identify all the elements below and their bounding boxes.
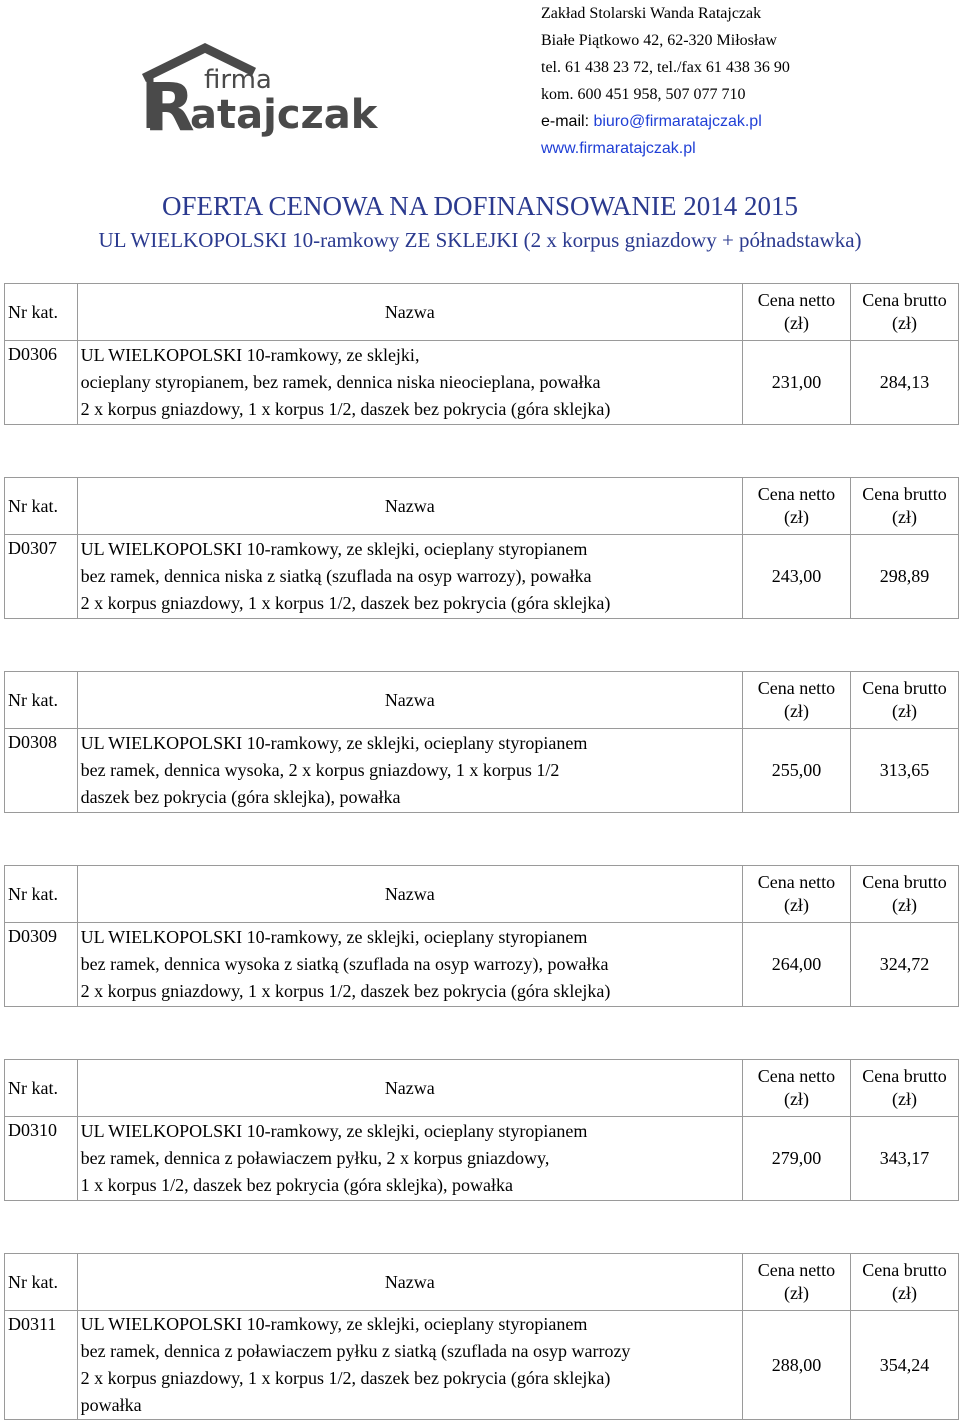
header-net: Cena netto (zł) xyxy=(742,478,850,535)
website-link[interactable]: www.firmaratajczak.pl xyxy=(541,140,696,157)
header-gross: Cena brutto (zł) xyxy=(850,284,958,341)
table-row xyxy=(5,1311,959,1420)
product-code: D0307 xyxy=(5,535,78,619)
product-table xyxy=(4,1059,959,1201)
logo-small-text: firma xyxy=(204,65,272,95)
product-description: UL WIELKOPOLSKI 10-ramkowy, ze sklejki, ocieplany styropianem bez ramek, dennica wysoka z siatką (szuflada na osyp warrozy), powałka 2 x korpus gniazdowy, 1 x korpus 1/2, daszek bez pokrycia (góra sklejka) xyxy=(77,923,742,1007)
header-net: Cena netto (zł) xyxy=(742,1254,850,1311)
company-address: Białe Piątkowo 42, 62-320 Miłosław xyxy=(541,32,777,49)
company-mobile: kom. 600 451 958, 507 077 710 xyxy=(541,86,746,103)
company-phone: tel. 61 438 23 72, tel./fax 61 438 36 90 xyxy=(541,59,790,76)
header-gross: Cena brutto (zł) xyxy=(850,478,958,535)
price-gross: 313,65 xyxy=(850,729,958,813)
header-name: Nazwa xyxy=(77,478,742,535)
product-table xyxy=(4,865,959,1007)
table-row xyxy=(5,1117,959,1201)
price-net: 231,00 xyxy=(742,341,850,425)
header-net: Cena netto (zł) xyxy=(742,1060,850,1117)
product-code: D0311 xyxy=(5,1311,78,1420)
logo-initial: R xyxy=(144,69,195,146)
price-gross: 354,24 xyxy=(850,1311,958,1420)
email-link[interactable]: biuro@firmaratajczak.pl xyxy=(593,113,762,130)
product-description: UL WIELKOPOLSKI 10-ramkowy, ze sklejki, ocieplany styropianem bez ramek, dennica wysoka, 2 x korpus gniazdowy, 1 x korpus 1/2 daszek bez pokrycia (góra sklejka), powałka xyxy=(77,729,742,813)
company-logo xyxy=(130,40,378,146)
company-contact xyxy=(541,0,790,162)
header-gross: Cena brutto (zł) xyxy=(850,1254,958,1311)
header-gross: Cena brutto (zł) xyxy=(850,866,958,923)
header-name: Nazwa xyxy=(77,284,742,341)
table-row xyxy=(5,729,959,813)
logo-house-icon xyxy=(130,40,378,146)
price-gross: 298,89 xyxy=(850,535,958,619)
email-label: e-mail: xyxy=(541,113,594,130)
company-name: Zakład Stolarski Wanda Ratajczak xyxy=(541,5,762,22)
header-nr: Nr kat. xyxy=(5,672,78,729)
offer-subtitle: UL WIELKOPOLSKI 10-ramkowy ZE SKLEJKI (2 x korpus gniazdowy + półnadstawka) xyxy=(98,228,862,252)
price-gross: 343,17 xyxy=(850,1117,958,1201)
logo-large-text: atajczak xyxy=(190,92,378,138)
product-description: UL WIELKOPOLSKI 10-ramkowy, ze sklejki, ocieplany styropianem, bez ramek, dennica niska nieocieplana, powałka 2 x korpus gniazdowy, 1 x korpus 1/2, daszek bez pokrycia (góra sklejka) xyxy=(77,341,742,425)
header-nr: Nr kat. xyxy=(5,866,78,923)
product-table xyxy=(4,283,959,425)
company-email-line xyxy=(541,108,790,135)
price-gross: 324,72 xyxy=(850,923,958,1007)
header-name: Nazwa xyxy=(77,866,742,923)
price-net: 264,00 xyxy=(742,923,850,1007)
header-name: Nazwa xyxy=(77,1060,742,1117)
price-net: 243,00 xyxy=(742,535,850,619)
product-code: D0308 xyxy=(5,729,78,813)
product-description: UL WIELKOPOLSKI 10-ramkowy, ze sklejki, ocieplany styropianem bez ramek, dennica niska z siatką (szuflada na osyp warrozy), powałka 2 x korpus gniazdowy, 1 x korpus 1/2, daszek bez pokrycia (góra sklejka) xyxy=(77,535,742,619)
header-gross: Cena brutto (zł) xyxy=(850,672,958,729)
product-table xyxy=(4,671,959,813)
product-description: UL WIELKOPOLSKI 10-ramkowy, ze sklejki, ocieplany styropianem bez ramek, dennica z poławiaczem pyłku z siatką (szuflada na osyp warrozy 2 x korpus gniazdowy, 1 x korpus 1/2, daszek bez pokrycia (góra sklejka) powałka xyxy=(77,1311,742,1420)
header-net: Cena netto (zł) xyxy=(742,866,850,923)
product-table xyxy=(4,1253,959,1420)
product-code: D0306 xyxy=(5,341,78,425)
table-row xyxy=(5,923,959,1007)
product-description: UL WIELKOPOLSKI 10-ramkowy, ze sklejki, ocieplany styropianem bez ramek, dennica z poławiaczem pyłku, 2 x korpus gniazdowy, 1 x korpus 1/2, daszek bez pokrycia (góra sklejka), powałka xyxy=(77,1117,742,1201)
header-nr: Nr kat. xyxy=(5,478,78,535)
product-table xyxy=(4,477,959,619)
header-net: Cena netto (zł) xyxy=(742,672,850,729)
header-name: Nazwa xyxy=(77,1254,742,1311)
price-net: 279,00 xyxy=(742,1117,850,1201)
header-gross: Cena brutto (zł) xyxy=(850,1060,958,1117)
price-net: 288,00 xyxy=(742,1311,850,1420)
table-row xyxy=(5,535,959,619)
price-gross: 284,13 xyxy=(850,341,958,425)
header-nr: Nr kat. xyxy=(5,284,78,341)
offer-title: OFERTA CENOWA NA DOFINANSOWANIE 2014 2015 xyxy=(162,191,798,221)
product-code: D0309 xyxy=(5,923,78,1007)
header-nr: Nr kat. xyxy=(5,1254,78,1311)
header-nr: Nr kat. xyxy=(5,1060,78,1117)
table-row xyxy=(5,341,959,425)
header-name: Nazwa xyxy=(77,672,742,729)
product-code: D0310 xyxy=(5,1117,78,1201)
header-net: Cena netto (zł) xyxy=(742,284,850,341)
price-net: 255,00 xyxy=(742,729,850,813)
